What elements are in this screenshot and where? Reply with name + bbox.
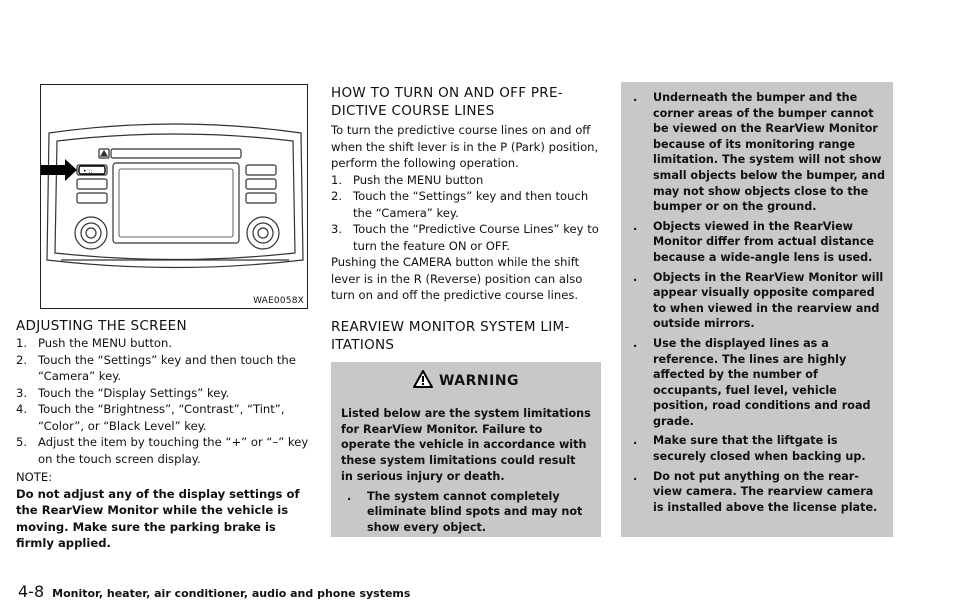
adjusting-steps [16,335,314,552]
warning-title: WARNING [331,370,601,389]
figure-caption: WAE0058X [253,296,304,306]
dashboard-figure [40,84,308,309]
warning-triangle-icon [413,370,433,388]
step-item: 5. Adjust the item by touching the “+” or “–” key on the touch screen display. [16,435,309,466]
limitation-item: . Do not put anything on the rear-view camera. The rearview camera is installed above the license plate. [633,469,878,514]
warning-body [341,406,591,539]
camera-button-text: Pushing the CAMERA button while the shift lever is in the R (Reverse) position can also turn on and off the predictive course lines. [331,255,583,302]
warning-intro: Listed below are the system limitations for RearView Monitor. Failure to operate the vehicle in accordance with these system limitations could result in serious injury or death. [341,407,591,483]
step-item: 2. Touch the “Settings” key and then touch the “Camera” key. [331,189,589,220]
limitations-box [621,82,893,537]
step-item: 4. Touch the “Brightness”, “Contrast”, “Tint”, “Color”, or “Black Level” key. [16,402,285,433]
warning-box [331,362,601,537]
limitation-item: . Use the displayed lines as a reference. The lines are highly affected by the number of occupants, fuel level, vehicle position, road conditions and road grade. [633,336,871,428]
limitation-item: . Objects viewed in the RearView Monitor differ from actual distance because a wide-angle lens is used. [633,219,874,264]
step-item: 1. Push the MENU button [331,172,484,187]
head-unit-illustration [41,85,309,310]
step-item: 3. Touch the “Display Settings” key. [16,385,230,400]
heading-adjusting-screen: ADJUSTING THE SCREEN [16,318,187,334]
heading-system-limitations: REARVIEW MONITOR SYSTEM LIM- ITATIONS [331,319,570,353]
note-label: NOTE: [16,470,53,484]
step-item: 1. Push the MENU button. [16,336,173,350]
predictive-lines-section [331,122,601,304]
callout-arrow-icon [41,159,77,181]
limitations-list [633,90,885,519]
limitation-item: . Objects in the RearView Monitor will appear visually opposite compared to when viewed in the rearview and outside mirrors. [633,270,884,331]
section-title: Monitor, heater, air conditioner, audio and phone systems [52,587,411,600]
note-text: Do not adjust any of the display settings of the RearView Monitor while the vehicle is moving. Make sure the parking brake is firmly applied. [16,486,300,550]
limitation-item: . Underneath the bumper and the corner areas of the bumper cannot be viewed on the RearView Monitor because of its monitoring range limitation. The system will not show small objects below the bumper, and may not show objects close to the bumper or on the ground. [633,91,885,214]
heading-predictive-lines: HOW TO TURN ON AND OFF PRE- DICTIVE COURSE LINES [331,85,563,119]
predictive-intro: To turn the predictive course lines on and off when the shift lever is in the P (Park) position, perform the following operation. [331,123,599,170]
svg-text:• ::: • :: [83,168,93,175]
warning-bullet: . The system cannot completely eliminate blind spots and may not show every object. [347,489,583,534]
page-footer [18,582,410,601]
step-item: 2. Touch the “Settings” key and then touch the “Camera” key. [16,352,296,383]
page-number: 4-8 [18,582,45,601]
step-item: 3. Touch the “Predictive Course Lines” key to turn the feature ON or OFF. [331,222,599,253]
limitation-item: . Make sure that the liftgate is securely closed when backing up. [633,434,866,464]
